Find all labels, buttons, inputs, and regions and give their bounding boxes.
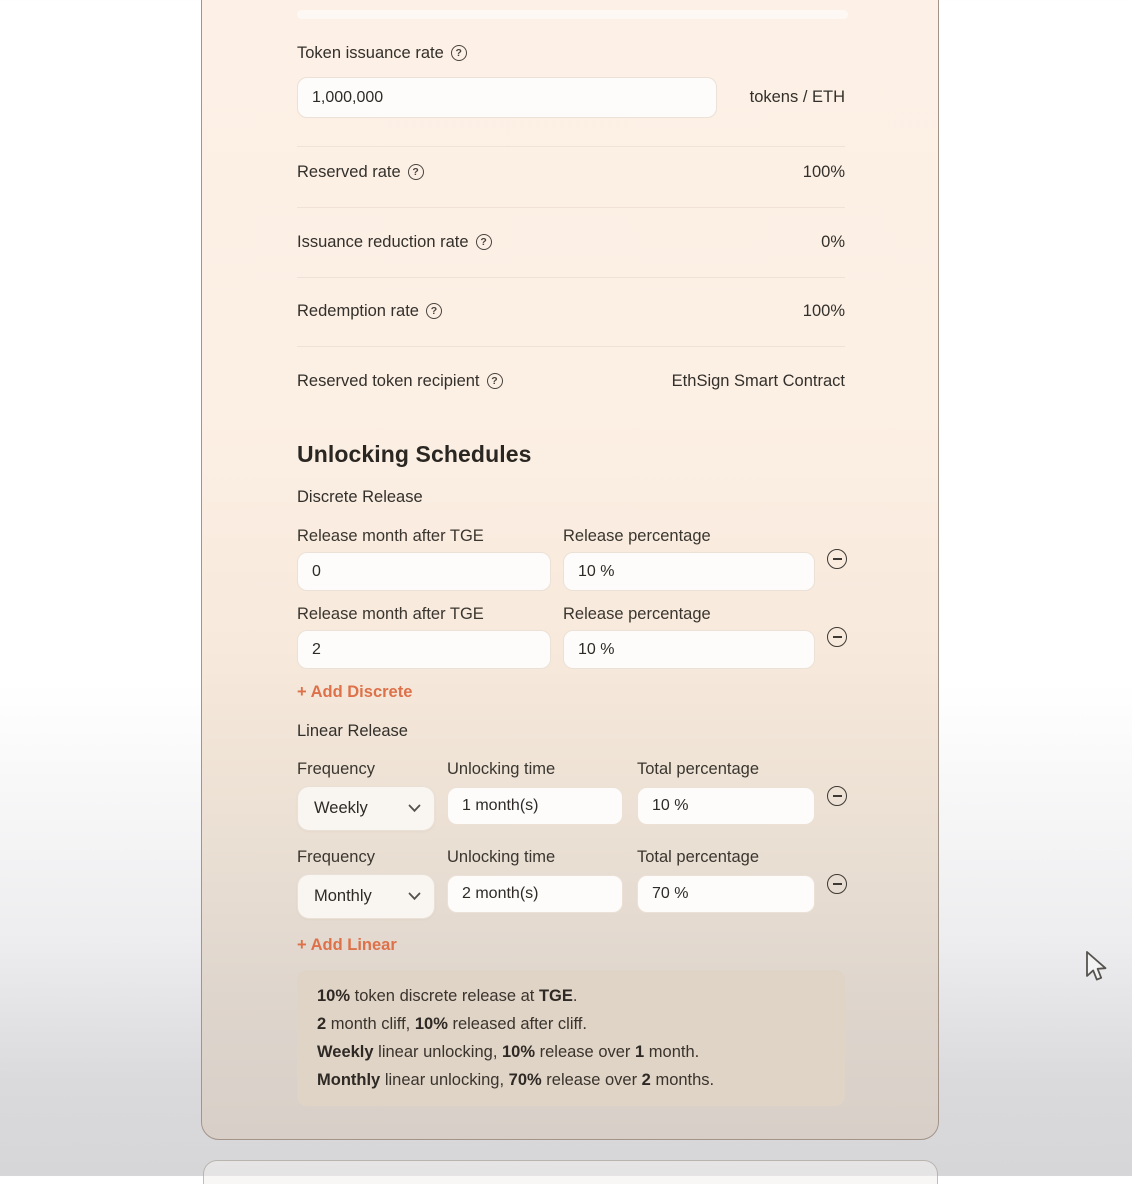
total-percentage-input[interactable] [637,787,815,825]
remove-linear-row-icon[interactable] [827,874,847,894]
total-percentage-input[interactable] [637,875,815,913]
release-percentage-input-wrap [563,552,815,591]
release-month-input[interactable] [297,552,551,591]
total-percentage-label: Total percentage [637,760,760,778]
divider [297,207,845,208]
redemption-rate-value: 100% [802,301,845,320]
frequency-label: Frequency [297,848,375,866]
unlocking-time-input[interactable] [447,875,623,913]
unlocking-time-label: Unlocking time [447,848,556,866]
frequency-label: Frequency [297,760,375,778]
reserved-token-recipient-label [297,370,503,392]
release-month-label: Release month after TGE [297,527,484,545]
release-percentage-input[interactable] [563,552,815,591]
mouse-cursor-icon [1083,950,1109,984]
reserved-rate-value: 100% [802,162,845,181]
remove-discrete-row-icon[interactable] [827,627,847,647]
total-percentage-label: Total percentage [637,848,760,866]
redemption-rate-row [297,300,845,322]
token-issuance-rate-label [297,42,467,64]
frequency-select-value: Monthly [314,887,372,905]
linear-release-heading: Linear Release [297,722,408,740]
reserved-token-recipient-label-text: Reserved token recipient [297,372,480,390]
chevron-down-icon [408,892,421,901]
help-icon[interactable]: ? [451,45,467,61]
help-icon[interactable]: ? [476,234,492,250]
divider [297,277,845,278]
token-issuance-rate-input-wrap [297,77,717,118]
divider [297,146,845,147]
unlocking-time-input-wrap [447,875,623,913]
reserved-rate-row [297,161,845,183]
remove-discrete-row-icon[interactable] [827,549,847,569]
unlocking-time-input[interactable] [447,787,623,825]
remove-linear-row-icon[interactable] [827,786,847,806]
release-percentage-label: Release percentage [563,527,711,545]
release-month-label: Release month after TGE [297,605,484,623]
redemption-rate-label [297,300,442,322]
unlocking-time-label: Unlocking time [447,760,556,778]
summary-line: 2 month cliff, 10% released after cliff. [317,1015,587,1033]
release-percentage-input-wrap [563,630,815,669]
frequency-select[interactable] [297,874,435,919]
unlocking-summary-box [297,970,845,1106]
add-discrete-button[interactable]: + Add Discrete [297,683,413,701]
total-percentage-input-wrap [637,875,815,913]
chevron-down-icon [408,804,421,813]
summary-line: Weekly linear unlocking, 10% release over 1 month. [317,1043,700,1061]
help-icon[interactable]: ? [487,373,503,389]
discrete-release-heading: Discrete Release [297,488,423,506]
token-issuance-rate-input[interactable] [297,77,717,118]
summary-line: 10% token discrete release at TGE. [317,987,578,1005]
issuance-reduction-rate-row [297,231,845,253]
unlocking-time-input-wrap [447,787,623,825]
release-month-input-wrap [297,630,551,669]
frequency-select[interactable] [297,786,435,831]
release-month-input[interactable] [297,630,551,669]
add-linear-button[interactable]: + Add Linear [297,936,397,954]
reserved-token-recipient-row [297,370,845,392]
release-percentage-label: Release percentage [563,605,711,623]
help-icon[interactable]: ? [426,303,442,319]
reserved-rate-label [297,161,424,183]
issuance-unit-label: tokens / ETH [749,88,845,106]
total-percentage-input-wrap [637,787,815,825]
issuance-reduction-rate-label-text: Issuance reduction rate [297,233,469,251]
release-percentage-input[interactable] [563,630,815,669]
release-month-input-wrap [297,552,551,591]
next-section-card[interactable] [203,1160,938,1184]
reserved-rate-label-text: Reserved rate [297,163,401,181]
frequency-select-value: Weekly [314,799,368,817]
cropped-field-above [297,10,848,19]
divider [297,346,845,347]
reserved-token-recipient-value: EthSign Smart Contract [671,371,845,390]
unlocking-schedules-heading: Unlocking Schedules [297,441,532,467]
help-icon[interactable]: ? [408,164,424,180]
issuance-reduction-rate-label [297,231,492,253]
summary-line: Monthly linear unlocking, 70% release over 2 months. [317,1071,715,1089]
token-issuance-rate-label-text: Token issuance rate [297,44,444,62]
redemption-rate-label-text: Redemption rate [297,302,419,320]
issuance-reduction-rate-value: 0% [821,232,845,251]
